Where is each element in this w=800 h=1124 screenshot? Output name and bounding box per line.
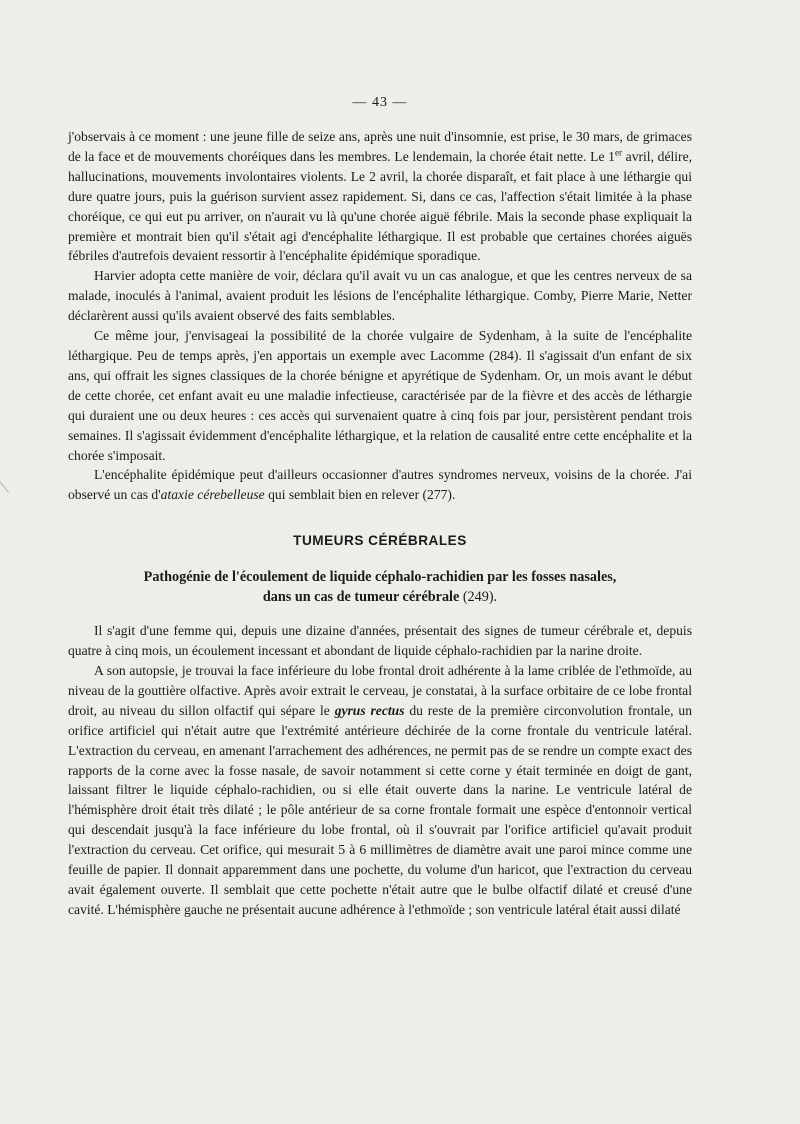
subsection-title — [68, 567, 692, 607]
tumor-case-description — [68, 621, 692, 920]
paragraph-text: du reste de la première circonvolution frontale, un orifice artificiel qui n'était autre que l'extrémité antérieure déchirée de la corne frontale du ventricule latéral. L'extraction du cerveau, en amenant l'arrachement des adhérences, ne permit pas de se rendre un compte exact des rapports de la corne avec la fosse nasale, de savoir notamment si cette corne y était terminée en doigt de gant, laissant filtrer le liquide céphalo-rachidien, ou si elle était ouverte dans la narine. Le ventricule latéral de l'hémisphère droit était très dilaté ; le pôle antérieur de sa corne frontale formait une espèce d'entonnoir vertical qui descendait jusqu'à la face inférieure du lobe frontal, où il s'ouvrait par l'orifice artificiel qu'avait produit l'extraction du cerveau. Cet orifice, qui mesurait 5 à 6 millimètres de diamètre avait une paroi mince comme une feuille de papier. Il donnait apparemment dans une pochette, du volume d'un haricot, que l'extraction du cerveau avait également ouverte. Il semblait que cette pochette n'était autre que le bulbe olfactif dilaté et creusé d'une cavité. L'hémisphère gauche ne présentait aucune adhérence à l'ethmoïde ; son ventricule latéral était aussi dilaté — [68, 702, 692, 917]
section-title: TUMEURS CÉRÉBRALES — [293, 533, 467, 549]
paragraph-text: Harvier adopta cette manière de voir, déclara qu'il avait vu un cas analogue, et que les centres nerveux de sa malade, inoculés à l'animal, avaient produit les lésions de l'encéphalite léthargique. Comby, Pierre Marie, Netter déclarèrent aussi qu'ils avaient observé des faits semblables. — [68, 268, 692, 324]
paragraph — [68, 127, 692, 266]
chorea-discussion — [68, 127, 692, 505]
paragraph-text: Il s'agit d'une femme qui, depuis une dizaine d'années, présentait des signes de tumeur cérébrale et, depuis quatre à cinq mois, un écoulement incessant et abondant de liquide céphalo-rachidien par la narine droite. — [68, 623, 692, 659]
bold-italic-text: gyrus rectus — [334, 702, 405, 718]
subsection-title-line2: dans un cas de tumeur cérébrale — [262, 589, 460, 606]
page-content — [68, 93, 692, 920]
paragraph-text: qui semblait bien en relever (277). — [264, 487, 456, 503]
page-edge-mark — [0, 468, 20, 493]
italic-text: ataxie cérebelleuse — [160, 487, 265, 503]
superscript-text: er — [614, 147, 622, 158]
paragraph-text: avril, délire, hallucinations, mouvements involontaires violents. Le 2 avril, la chorée disparaît, et fait place à une léthargie qui dure quatre jours, puis la guérison survient assez rapidement. Si, dans ce cas, l'affection s'était limitée à la phase choréique, ce qui eut pu arriver, on n'aurait vu là qu'une chorée aiguë fébrile. Mais la seconde phase expliquait la première et montrait bien qu'il s'était agi d'encéphalite léthargique. Il est probable que certaines chorées aiguës fébriles d'autrefois devaient ressortir à l'encéphalite épidémique sporadique. — [68, 148, 693, 264]
paragraph-text: Ce même jour, j'envisageai la possibilité de la chorée vulgaire de Sydenham, à la suite de l'encéphalite léthargique. Peu de temps après, j'en apportais un exemple avec Lacomme (284). Il s'agissait d'un enfant de six ans, qui offrait les signes classiques de la chorée bénigne et apyrétique de Sydenham. Or, un mois avant le début de cette chorée, cet enfant avait eu une maladie infectieuse, caractérisée par de la fièvre et des accès de léthargie qui duraient une ou deux heures : ces accès qui survenaient quatre à cinq fois par jour, persistèrent pendant trois semaines. Il s'agissait évidemment d'encéphalite léthargique, et la relation de causalité entre cette encéphalite et la chorée s'imposait. — [68, 328, 692, 463]
paragraph — [68, 661, 692, 920]
page-number: — 43 — — [352, 95, 408, 110]
paragraph — [68, 326, 692, 465]
paragraph — [68, 266, 692, 326]
paragraph — [68, 621, 692, 661]
paragraph — [68, 465, 692, 505]
subsection-title-line1: Pathogénie de l'écoulement de liquide céphalo-rachidien par les fosses nasales, — [143, 569, 617, 586]
paragraph-text: L'encéphalite épidémique peut d'ailleurs occasionner d'autres syndromes nerveux, voisins de la chorée. J'ai observé un cas d' — [68, 467, 692, 503]
paragraph-text: j'observais à ce moment : une jeune fille de seize ans, après une nuit d'insomnie, est prise, le 30 mars, de grimaces de la face et de mouvements choréiques dans les membres. Le lendemain, la chorée était nette. Le 1 — [68, 129, 692, 164]
paragraph-text: A son autopsie, je trouvai la face inférieure du lobe frontal droit adhérente à la lame criblée de l'ethmoïde, au niveau de la gouttière olfactive. Après avoir extrait le cerveau, je constatai, à la surface orbitaire de ce lobe frontal droit, au niveau du sillon olfactif qui sépare le — [68, 663, 692, 718]
subsection-reference: (249). — [459, 589, 498, 606]
